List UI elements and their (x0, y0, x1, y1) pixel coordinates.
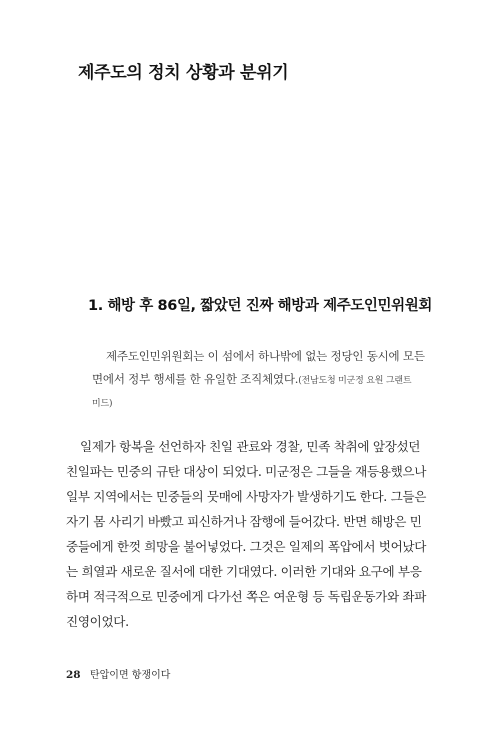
page-number: 28 (66, 669, 81, 681)
epigraph-quote (92, 345, 427, 416)
chapter-title: 제주도의 정치 상황과 분위기 (78, 63, 289, 83)
running-book-title: 탄압이면 항쟁이다 (89, 670, 171, 681)
quote-line: 제주도인민위원회는 이 섬에서 하나밖에 없는 정당인 동시에 모든 (106, 349, 425, 363)
body-line: 진영이었다. (66, 614, 129, 629)
body-line: 중들에게 한껏 희망을 불어넣었다. 그것은 일제의 폭압에서 벗어났다 (66, 539, 427, 554)
body-paragraph (66, 434, 438, 634)
page-footer (66, 666, 170, 681)
body-line: 일부 지역에서는 민중들의 뭇매에 사망자가 발생하기도 한다. 그들은 (66, 489, 427, 504)
body-line: 자기 몸 사리기 바빴고 피신하거나 잠행에 들어갔다. 반면 해방은 민 (66, 514, 422, 529)
quote-citation-continued: 미드) (92, 399, 113, 409)
quote-line (92, 368, 427, 393)
body-line: 친일파는 민중의 규탄 대상이 되었다. 미군정은 그들을 재등용했으나 (66, 464, 427, 479)
quote-text: 면에서 정부 행세를 한 유일한 조직체였다. (92, 372, 299, 386)
body-line: 는 희열과 새로운 질서에 대한 기대였다. 이러한 기대와 요구에 부응 (66, 564, 422, 579)
body-line: 하며 적극적으로 민중에게 다가선 쪽은 여운형 등 독립운동가와 좌파 (66, 589, 427, 604)
section-heading: 1. 해방 후 86일, 짧았던 진짜 해방과 제주도인민위원회 (88, 298, 432, 314)
body-line: 일제가 항복을 선언하자 친일 관료와 경찰, 민족 착취에 앞장섰던 (80, 439, 421, 454)
quote-citation: (전남도청 미군정 요원 그랜트 (298, 376, 412, 386)
